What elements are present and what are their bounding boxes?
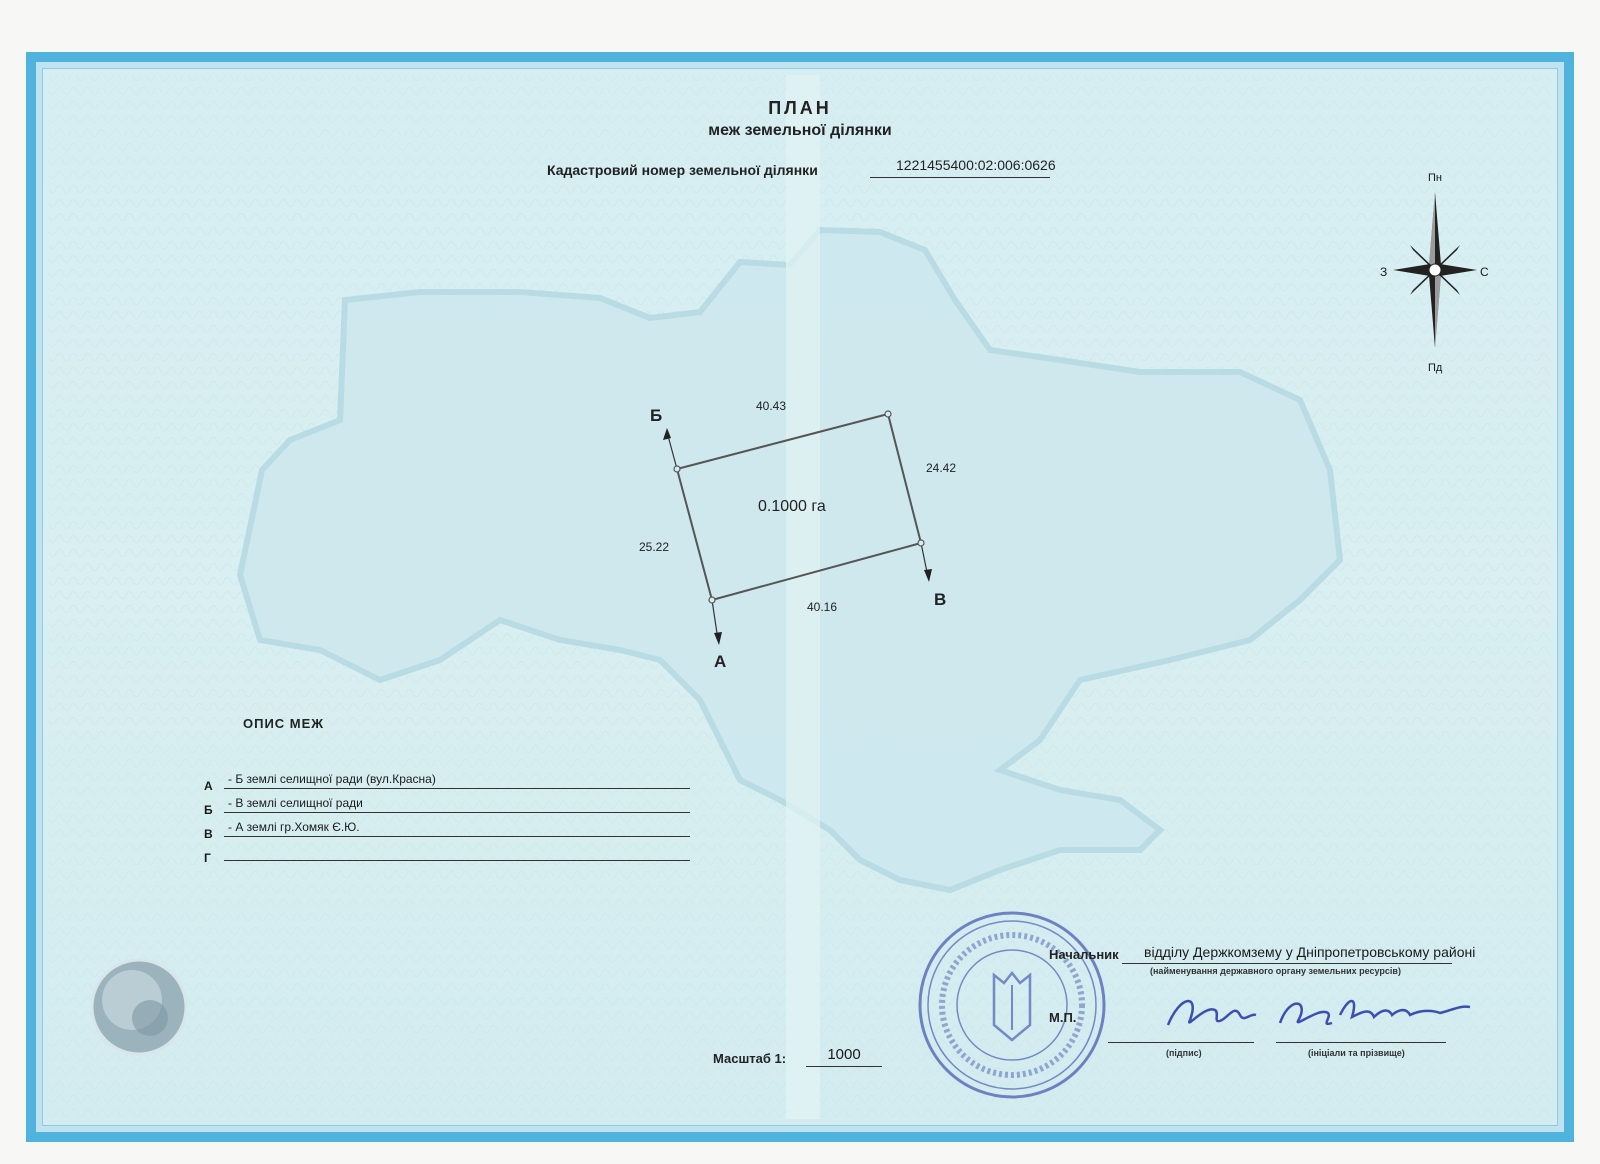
arrow-b-icon (663, 428, 671, 440)
boundary-text (224, 842, 690, 861)
compass-north: Пн (1428, 172, 1442, 184)
boundary-row (204, 791, 690, 817)
vertex-top-right (885, 411, 891, 417)
boundary-row (204, 839, 690, 865)
point-label-b: Б (650, 406, 663, 425)
boundary-letter: А (204, 779, 213, 793)
point-label-v: В (934, 590, 947, 609)
boundary-text: - А землі гр.Хомяк Є.Ю. (224, 818, 690, 837)
boundary-letter: Б (204, 803, 213, 817)
compass-west: З (1380, 265, 1388, 279)
cadastral-label: Кадастровий номер земельної ділянки (547, 162, 818, 178)
vertex-b (674, 466, 680, 472)
compass-east: С (1480, 265, 1489, 279)
scale-value: 1000 (827, 1046, 861, 1063)
arrow-a-icon (714, 632, 722, 645)
scale-label: Масштаб 1: (713, 1051, 787, 1066)
boundary-row (204, 767, 690, 793)
cadastral-number: 1221455400:02:006:0626 (896, 157, 1056, 173)
side-left-length: 25.22 (639, 540, 670, 554)
department-line (1122, 943, 1476, 964)
side-bottom-length: 40.16 (807, 600, 838, 614)
department-caption: (найменування державного органу земельних ресурсів) (1150, 966, 1401, 976)
official-seal-icon (912, 905, 1112, 1105)
handwritten-signature-icon (1160, 985, 1480, 1055)
boundary-text: - Б землі селищної ради (вул.Красна) (224, 770, 690, 789)
plot-area: 0.1000 га (758, 498, 826, 515)
document-title: ПЛАН (768, 98, 832, 118)
chief-label: Начальник (1049, 947, 1119, 962)
vertex-v (918, 540, 924, 546)
scale-line (806, 1046, 882, 1067)
signature-caption: (підпис) (1166, 1048, 1202, 1058)
initials-caption: (ініціали та прізвище) (1308, 1048, 1405, 1058)
side-top-length: 40.43 (756, 399, 787, 413)
boundary-letter: В (204, 827, 213, 841)
department-name: відділу Держкомзему у Дніпропетровському районі (1144, 944, 1476, 960)
vertex-a (709, 597, 715, 603)
boundary-row (204, 815, 690, 841)
boundary-letter: Г (204, 851, 211, 865)
document-subtitle: меж земельної ділянки (708, 122, 892, 139)
arrow-v-icon (924, 569, 932, 582)
compass-south: Пд (1428, 362, 1443, 374)
side-right-length: 24.42 (926, 461, 957, 475)
boundaries-heading: ОПИС МЕЖ (243, 716, 325, 731)
stamp-label: М.П. (1049, 1010, 1077, 1025)
point-label-a: А (714, 652, 727, 671)
boundary-text: - В землі селищної ради (224, 794, 690, 813)
